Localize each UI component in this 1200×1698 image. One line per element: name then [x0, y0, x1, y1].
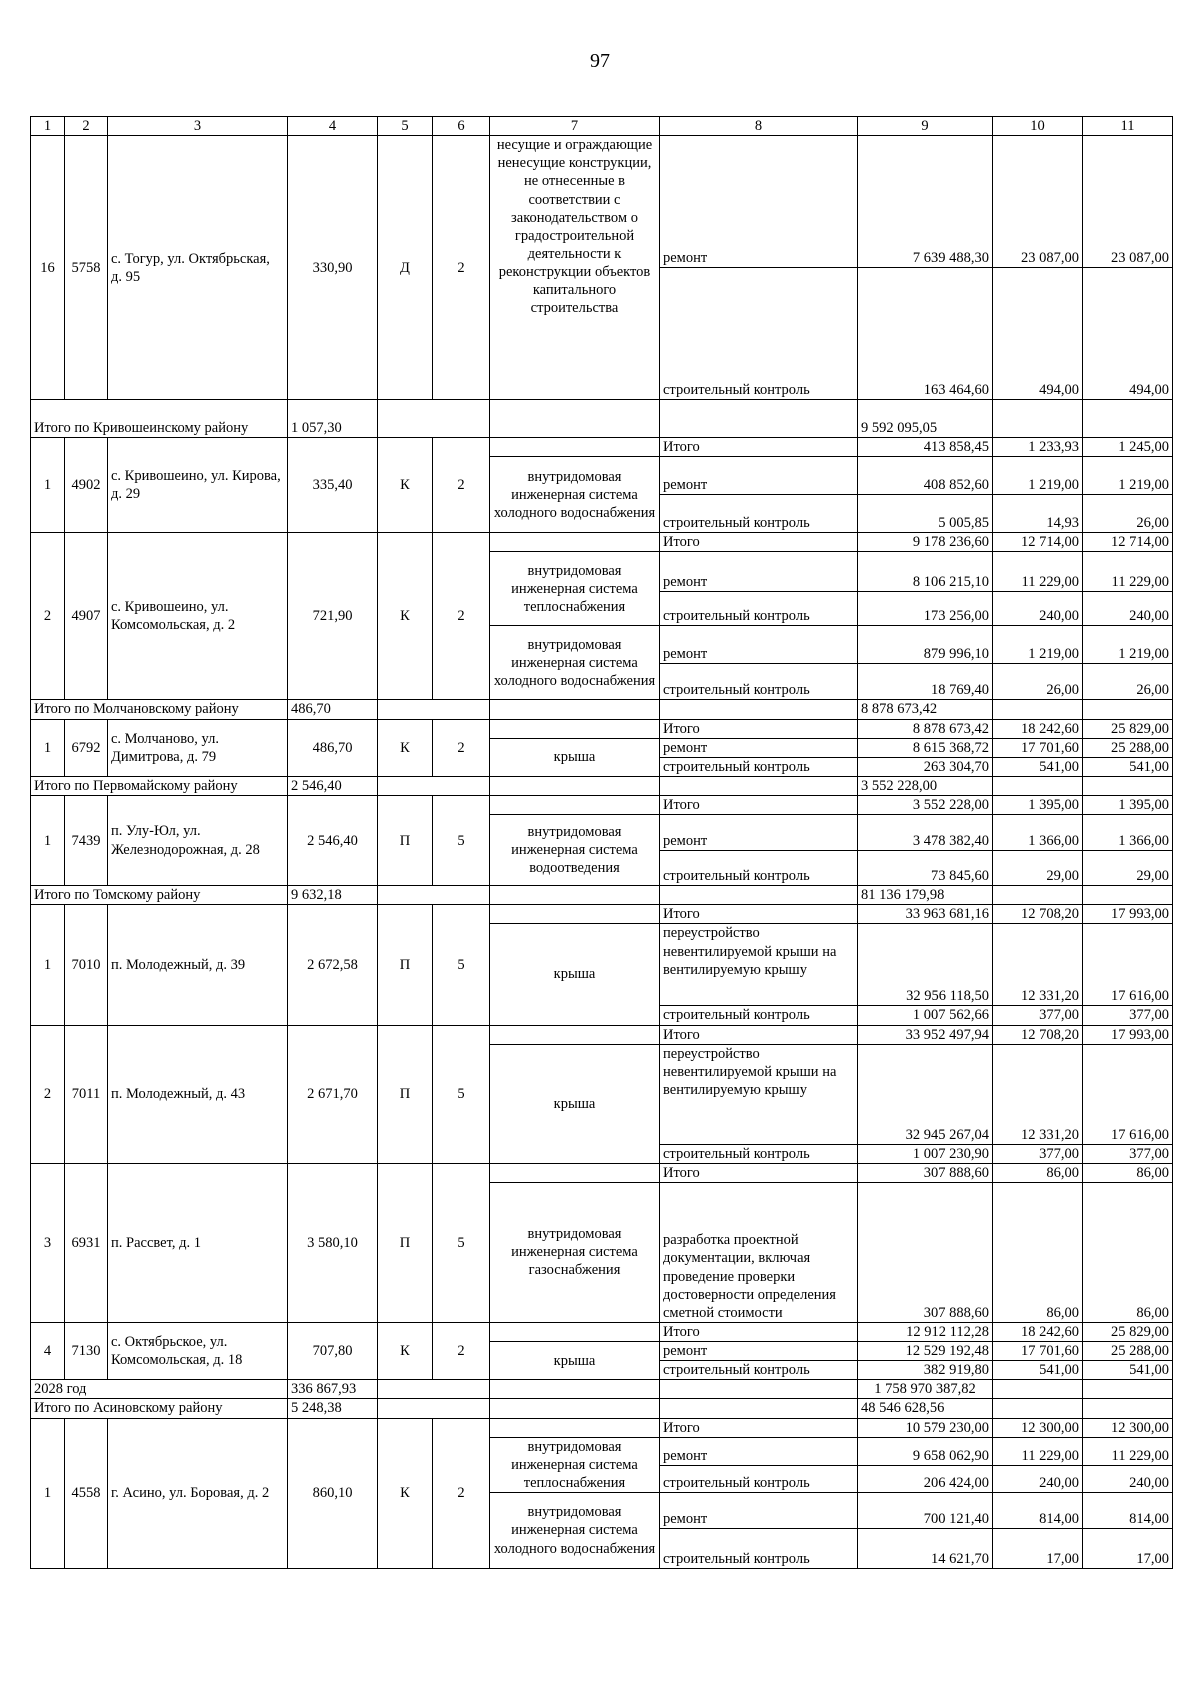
unit-cost: 12 300,00 [993, 1418, 1083, 1437]
max-unit-cost: 26,00 [1083, 664, 1173, 700]
wall-type: К [378, 1322, 433, 1379]
cost-value: 10 579 230,00 [858, 1418, 993, 1437]
cost-value: 32 945 267,04 [858, 1044, 993, 1144]
row-number: 1 [31, 719, 65, 776]
header-cell: 5 [378, 117, 433, 136]
table-row [31, 1322, 1173, 1341]
cost-value: 9 178 236,60 [858, 533, 993, 552]
max-unit-cost: 240,00 [1083, 1466, 1173, 1493]
table-row [31, 1163, 1173, 1182]
work-type: крыша [490, 1044, 660, 1163]
max-unit-cost: 1 395,00 [1083, 796, 1173, 815]
work-type: внутридомовая инженерная система теплоснабжения [490, 552, 660, 626]
house-code: 6931 [65, 1163, 108, 1322]
unit-cost: 814,00 [993, 1493, 1083, 1529]
cost-label: ремонт [660, 1342, 858, 1361]
district-sum: 48 546 628,56 [858, 1399, 993, 1418]
house-area: 335,40 [288, 438, 378, 533]
unit-cost: 11 229,00 [993, 1437, 1083, 1466]
year-area: 336 867,93 [288, 1380, 378, 1399]
cost-label: разработка проектной документации, включая проведение проверки достоверности определения сметной стоимости [660, 1182, 858, 1322]
cost-label: строительный контроль [660, 664, 858, 700]
cost-value: 33 952 497,94 [858, 1025, 993, 1044]
house-code: 7011 [65, 1025, 108, 1163]
row-number: 2 [31, 1025, 65, 1163]
house-code: 7439 [65, 796, 108, 886]
max-unit-cost: 25 288,00 [1083, 738, 1173, 757]
wall-type: П [378, 1163, 433, 1322]
header-cell: 3 [108, 117, 288, 136]
unit-cost: 240,00 [993, 592, 1083, 626]
unit-cost: 17 701,60 [993, 1342, 1083, 1361]
cost-value: 5 005,85 [858, 495, 993, 533]
cost-label: строительный контроль [660, 1361, 858, 1380]
row-number: 1 [31, 1418, 65, 1569]
cost-value: 173 256,00 [858, 592, 993, 626]
row-number: 1 [31, 438, 65, 533]
cost-value: 408 852,60 [858, 457, 993, 495]
cost-label: ремонт [660, 457, 858, 495]
work-type: внутридомовая инженерная система холодного водоснабжения [490, 626, 660, 700]
unit-cost: 12 331,20 [993, 924, 1083, 1006]
max-unit-cost: 26,00 [1083, 495, 1173, 533]
cost-label: строительный контроль [660, 1466, 858, 1493]
unit-cost: 541,00 [993, 1361, 1083, 1380]
header-cell: 9 [858, 117, 993, 136]
cost-label: Итого [660, 1418, 858, 1437]
cost-label: ремонт [660, 552, 858, 592]
max-unit-cost: 17 993,00 [1083, 1025, 1173, 1044]
max-unit-cost: 17 616,00 [1083, 924, 1173, 1006]
house-code: 4907 [65, 533, 108, 700]
house-code: 4558 [65, 1418, 108, 1569]
unit-cost: 18 242,60 [993, 1322, 1083, 1341]
wall-type: Д [378, 136, 433, 400]
cost-label: ремонт [660, 626, 858, 664]
district-area: 1 057,30 [288, 400, 378, 438]
cost-label: ремонт [660, 1493, 858, 1529]
unit-cost: 377,00 [993, 1144, 1083, 1163]
wall-type: П [378, 905, 433, 1025]
max-unit-cost: 12 300,00 [1083, 1418, 1173, 1437]
work-type: несущие и ограждающие ненесущие конструкции, не отнесенные в соответствии с законодательством о градостроительной деятельности к реконструкции объектов капитального строительства [490, 136, 660, 400]
row-number: 4 [31, 1322, 65, 1379]
district-area: 2 546,40 [288, 776, 378, 795]
house-address: п. Улу-Юл, ул. Железнодорожная, д. 28 [108, 796, 288, 886]
floors: 5 [433, 1163, 490, 1322]
cost-label: переустройство невентилируемой крыши на вентилируемую крышу [660, 1044, 858, 1144]
district-label: Итого по Кривошеинскому району [31, 400, 288, 438]
header-cell: 2 [65, 117, 108, 136]
cost-label: строительный контроль [660, 592, 858, 626]
district-total-row [31, 400, 1173, 438]
unit-cost: 86,00 [993, 1163, 1083, 1182]
cost-label: Итого [660, 719, 858, 738]
cost-value: 307 888,60 [858, 1163, 993, 1182]
cost-value: 879 996,10 [858, 626, 993, 664]
max-unit-cost: 240,00 [1083, 592, 1173, 626]
house-address: с. Тогур, ул. Октябрьская, д. 95 [108, 136, 288, 400]
max-unit-cost: 12 714,00 [1083, 533, 1173, 552]
max-unit-cost: 1 366,00 [1083, 815, 1173, 851]
max-unit-cost: 1 245,00 [1083, 438, 1173, 457]
cost-label: строительный контроль [660, 851, 858, 886]
cost-value: 307 888,60 [858, 1182, 993, 1322]
house-code: 7010 [65, 905, 108, 1025]
house-area: 2 671,70 [288, 1025, 378, 1163]
wall-type: П [378, 796, 433, 886]
max-unit-cost: 17 993,00 [1083, 905, 1173, 924]
floors: 2 [433, 438, 490, 533]
max-unit-cost: 541,00 [1083, 1361, 1173, 1380]
cost-label: Итого [660, 905, 858, 924]
work-type: крыша [490, 1342, 660, 1380]
district-area: 486,70 [288, 700, 378, 719]
cost-label: Итого [660, 1025, 858, 1044]
house-area: 707,80 [288, 1322, 378, 1379]
max-unit-cost: 23 087,00 [1083, 136, 1173, 268]
district-sum: 8 878 673,42 [858, 700, 993, 719]
unit-cost: 14,93 [993, 495, 1083, 533]
house-code: 7130 [65, 1322, 108, 1379]
unit-cost: 1 233,93 [993, 438, 1083, 457]
cost-value: 14 621,70 [858, 1529, 993, 1569]
house-address: с. Кривошеино, ул. Кирова, д. 29 [108, 438, 288, 533]
cost-label: строительный контроль [660, 757, 858, 776]
house-address: с. Молчаново, ул. Димитрова, д. 79 [108, 719, 288, 776]
cost-value: 8 615 368,72 [858, 738, 993, 757]
max-unit-cost: 1 219,00 [1083, 457, 1173, 495]
house-area: 486,70 [288, 719, 378, 776]
table-row [31, 719, 1173, 738]
header-cell: 6 [433, 117, 490, 136]
year-total-row [31, 1380, 1173, 1399]
row-number: 3 [31, 1163, 65, 1322]
cost-value: 700 121,40 [858, 1493, 993, 1529]
header-cell: 1 [31, 117, 65, 136]
cost-value: 3 478 382,40 [858, 815, 993, 851]
wall-type: П [378, 1025, 433, 1163]
cost-value: 18 769,40 [858, 664, 993, 700]
floors: 2 [433, 719, 490, 776]
cost-label: переустройство невентилируемой крыши на вентилируемую крышу [660, 924, 858, 1006]
work-type: крыша [490, 924, 660, 1025]
unit-cost: 1 395,00 [993, 796, 1083, 815]
cost-label: строительный контроль [660, 1144, 858, 1163]
wall-type: К [378, 1418, 433, 1569]
house-area: 330,90 [288, 136, 378, 400]
table-row [31, 1418, 1173, 1437]
unit-cost: 12 331,20 [993, 1044, 1083, 1144]
cost-value: 3 552 228,00 [858, 796, 993, 815]
cost-label: Итого [660, 438, 858, 457]
header-cell: 4 [288, 117, 378, 136]
cost-value: 1 007 230,90 [858, 1144, 993, 1163]
district-sum: 3 552 228,00 [858, 776, 993, 795]
house-area: 2 546,40 [288, 796, 378, 886]
header-cell: 10 [993, 117, 1083, 136]
house-area: 2 672,58 [288, 905, 378, 1025]
table-row [31, 796, 1173, 815]
max-unit-cost: 25 829,00 [1083, 719, 1173, 738]
house-address: с. Кривошеино, ул. Комсомольская, д. 2 [108, 533, 288, 700]
cost-label: ремонт [660, 738, 858, 757]
district-sum: 81 136 179,98 [858, 886, 993, 905]
unit-cost: 12 708,20 [993, 1025, 1083, 1044]
cost-label: ремонт [660, 136, 858, 268]
unit-cost: 12 714,00 [993, 533, 1083, 552]
max-unit-cost: 25 288,00 [1083, 1342, 1173, 1361]
unit-cost: 23 087,00 [993, 136, 1083, 268]
cost-label: Итого [660, 796, 858, 815]
district-area: 9 632,18 [288, 886, 378, 905]
floors: 5 [433, 796, 490, 886]
capital-repair-table [30, 116, 1173, 1569]
unit-cost: 240,00 [993, 1466, 1083, 1493]
max-unit-cost: 377,00 [1083, 1006, 1173, 1025]
cost-label: ремонт [660, 1437, 858, 1466]
house-address: п. Рассвет, д. 1 [108, 1163, 288, 1322]
unit-cost: 377,00 [993, 1006, 1083, 1025]
cost-value: 12 912 112,28 [858, 1322, 993, 1341]
cost-value: 206 424,00 [858, 1466, 993, 1493]
row-number: 16 [31, 136, 65, 400]
unit-cost: 17 701,60 [993, 738, 1083, 757]
house-area: 860,10 [288, 1418, 378, 1569]
max-unit-cost: 814,00 [1083, 1493, 1173, 1529]
max-unit-cost: 86,00 [1083, 1163, 1173, 1182]
district-sum: 9 592 095,05 [858, 400, 993, 438]
floors: 2 [433, 533, 490, 700]
unit-cost: 1 366,00 [993, 815, 1083, 851]
max-unit-cost: 25 829,00 [1083, 1322, 1173, 1341]
work-type: крыша [490, 738, 660, 776]
work-type: внутридомовая инженерная система холодного водоснабжения [490, 1493, 660, 1569]
max-unit-cost: 494,00 [1083, 268, 1173, 400]
cost-value: 9 658 062,90 [858, 1437, 993, 1466]
cost-label: строительный контроль [660, 268, 858, 400]
table-row [31, 533, 1173, 552]
house-area: 721,90 [288, 533, 378, 700]
wall-type: К [378, 719, 433, 776]
row-number: 1 [31, 796, 65, 886]
house-code: 6792 [65, 719, 108, 776]
max-unit-cost: 17 616,00 [1083, 1044, 1173, 1144]
max-unit-cost: 11 229,00 [1083, 1437, 1173, 1466]
year-label: 2028 год [31, 1380, 288, 1399]
house-address: г. Асино, ул. Боровая, д. 2 [108, 1418, 288, 1569]
work-type: внутридомовая инженерная система газоснабжения [490, 1182, 660, 1322]
unit-cost: 494,00 [993, 268, 1083, 400]
max-unit-cost: 86,00 [1083, 1182, 1173, 1322]
cost-label: строительный контроль [660, 1529, 858, 1569]
page-number: 97 [590, 50, 610, 72]
house-address: п. Молодежный, д. 39 [108, 905, 288, 1025]
district-total-row [31, 776, 1173, 795]
unit-cost: 26,00 [993, 664, 1083, 700]
district-label: Итого по Асиновскому району [31, 1399, 288, 1418]
wall-type: К [378, 533, 433, 700]
max-unit-cost: 377,00 [1083, 1144, 1173, 1163]
cost-value: 8 878 673,42 [858, 719, 993, 738]
work-type: внутридомовая инженерная система теплоснабжения [490, 1437, 660, 1492]
unit-cost: 11 229,00 [993, 552, 1083, 592]
cost-value: 163 464,60 [858, 268, 993, 400]
cost-value: 382 919,80 [858, 1361, 993, 1380]
unit-cost: 86,00 [993, 1182, 1083, 1322]
year-sum: 1 758 970 387,82 [858, 1380, 993, 1399]
floors: 5 [433, 1025, 490, 1163]
house-address: с. Октябрьское, ул. Комсомольская, д. 18 [108, 1322, 288, 1379]
max-unit-cost: 541,00 [1083, 757, 1173, 776]
cost-value: 32 956 118,50 [858, 924, 993, 1006]
cost-value: 7 639 488,30 [858, 136, 993, 268]
district-label: Итого по Первомайскому району [31, 776, 288, 795]
house-address: п. Молодежный, д. 43 [108, 1025, 288, 1163]
cost-value: 1 007 562,66 [858, 1006, 993, 1025]
cost-value: 8 106 215,10 [858, 552, 993, 592]
house-code: 5758 [65, 136, 108, 400]
cost-value: 73 845,60 [858, 851, 993, 886]
floors: 2 [433, 1322, 490, 1379]
unit-cost: 1 219,00 [993, 626, 1083, 664]
unit-cost: 1 219,00 [993, 457, 1083, 495]
floors: 2 [433, 1418, 490, 1569]
table-row [31, 1025, 1173, 1044]
row-number: 1 [31, 905, 65, 1025]
max-unit-cost: 17,00 [1083, 1529, 1173, 1569]
cost-value: 263 304,70 [858, 757, 993, 776]
cost-value: 413 858,45 [858, 438, 993, 457]
table-row [31, 136, 1173, 268]
header-cell: 7 [490, 117, 660, 136]
header-row [31, 117, 1173, 136]
table-row [31, 438, 1173, 457]
floors: 5 [433, 905, 490, 1025]
header-cell: 11 [1083, 117, 1173, 136]
cost-value: 12 529 192,48 [858, 1342, 993, 1361]
cost-label: строительный контроль [660, 1006, 858, 1025]
work-type: внутридомовая инженерная система холодного водоснабжения [490, 457, 660, 533]
wall-type: К [378, 438, 433, 533]
table-row [31, 905, 1173, 924]
max-unit-cost: 11 229,00 [1083, 552, 1173, 592]
max-unit-cost: 29,00 [1083, 851, 1173, 886]
district-total-row [31, 886, 1173, 905]
unit-cost: 18 242,60 [993, 719, 1083, 738]
work-type: внутридомовая инженерная система водоотведения [490, 815, 660, 886]
unit-cost: 12 708,20 [993, 905, 1083, 924]
house-area: 3 580,10 [288, 1163, 378, 1322]
cost-label: Итого [660, 533, 858, 552]
district-label: Итого по Молчановскому району [31, 700, 288, 719]
district-total-row [31, 1399, 1173, 1418]
row-number: 2 [31, 533, 65, 700]
cost-label: Итого [660, 1322, 858, 1341]
floors: 2 [433, 136, 490, 400]
unit-cost: 17,00 [993, 1529, 1083, 1569]
unit-cost: 541,00 [993, 757, 1083, 776]
cost-value: 33 963 681,16 [858, 905, 993, 924]
cost-label: ремонт [660, 815, 858, 851]
unit-cost: 29,00 [993, 851, 1083, 886]
cost-label: Итого [660, 1163, 858, 1182]
max-unit-cost: 1 219,00 [1083, 626, 1173, 664]
district-total-row [31, 700, 1173, 719]
district-label: Итого по Томскому району [31, 886, 288, 905]
house-code: 4902 [65, 438, 108, 533]
district-area: 5 248,38 [288, 1399, 378, 1418]
cost-label: строительный контроль [660, 495, 858, 533]
header-cell: 8 [660, 117, 858, 136]
